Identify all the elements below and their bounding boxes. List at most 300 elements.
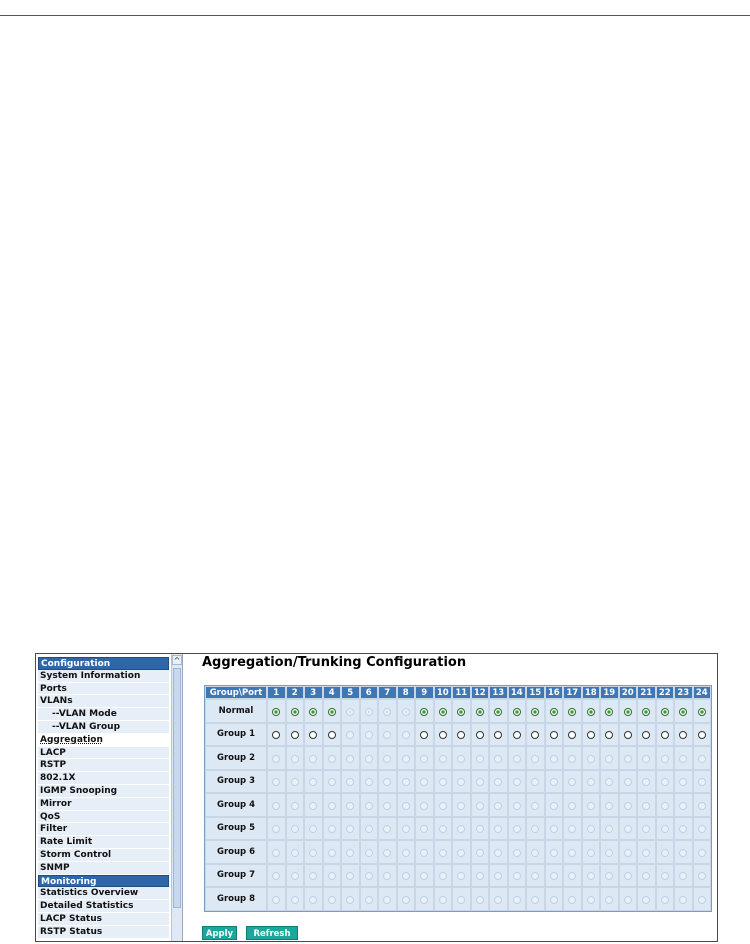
table-cell [434, 793, 453, 817]
radio-button-icon[interactable] [679, 731, 687, 739]
table-cell [452, 817, 471, 841]
sidebar-item-lacp[interactable]: LACP [38, 747, 169, 760]
table-cell [323, 817, 342, 841]
corner-header: Group\Port [205, 686, 267, 699]
table-cell [674, 864, 693, 888]
radio-button-icon [328, 872, 336, 880]
port-header-13: 13 [489, 686, 508, 699]
table-cell [304, 840, 323, 864]
radio-button-icon [605, 872, 613, 880]
table-cell [563, 723, 582, 747]
radio-button-icon[interactable] [642, 708, 650, 716]
table-cell [397, 723, 416, 747]
table-cell [656, 770, 675, 794]
radio-button-icon[interactable] [309, 708, 317, 716]
sidebar-item-vlan-group[interactable]: --VLAN Group [38, 721, 169, 734]
table-cell [600, 887, 619, 911]
table-cell [286, 864, 305, 888]
sidebar-item-filter[interactable]: Filter [38, 823, 169, 836]
row-label: Normal [205, 699, 267, 723]
table-cell [489, 699, 508, 723]
radio-button-icon [291, 825, 299, 833]
radio-button-icon [698, 755, 706, 763]
radio-button-icon [605, 755, 613, 763]
port-header-18: 18 [582, 686, 601, 699]
radio-button-icon[interactable] [439, 731, 447, 739]
port-header-15: 15 [526, 686, 545, 699]
table-cell [508, 887, 527, 911]
radio-button-icon [309, 872, 317, 880]
radio-button-icon [679, 896, 687, 904]
table-cell [304, 793, 323, 817]
radio-button-icon[interactable] [587, 731, 595, 739]
sidebar-item-802-1x[interactable]: 802.1X [38, 772, 169, 785]
radio-button-icon [309, 849, 317, 857]
table-cell [656, 864, 675, 888]
radio-button-icon [513, 755, 521, 763]
radio-button-icon [587, 802, 595, 810]
radio-button-icon[interactable] [420, 708, 428, 716]
table-cell [545, 770, 564, 794]
radio-button-icon [346, 755, 354, 763]
radio-button-icon [420, 825, 428, 833]
radio-button-icon [457, 755, 465, 763]
table-cell [471, 723, 490, 747]
radio-button-icon [309, 896, 317, 904]
table-row [205, 746, 711, 770]
table-cell [415, 699, 434, 723]
radio-button-icon [383, 825, 391, 833]
table-cell [471, 699, 490, 723]
table-cell [563, 864, 582, 888]
radio-button-icon [642, 825, 650, 833]
radio-button-icon [513, 896, 521, 904]
radio-button-icon [568, 896, 576, 904]
sidebar-item-rate-limit[interactable]: Rate Limit [38, 836, 169, 849]
table-cell [286, 699, 305, 723]
radio-button-icon [439, 778, 447, 786]
radio-button-icon [624, 802, 632, 810]
table-cell [508, 699, 527, 723]
table-cell [341, 793, 360, 817]
radio-button-icon [531, 755, 539, 763]
table-cell [693, 723, 712, 747]
radio-button-icon [457, 896, 465, 904]
table-cell [582, 746, 601, 770]
radio-button-icon [291, 849, 299, 857]
radio-button-icon[interactable] [513, 708, 521, 716]
port-header-4: 4 [323, 686, 342, 699]
table-row [205, 723, 711, 747]
table-cell [637, 770, 656, 794]
table-cell [434, 699, 453, 723]
port-header-23: 23 [674, 686, 693, 699]
table-cell [693, 887, 712, 911]
radio-button-icon [624, 755, 632, 763]
sidebar-item-igmp-snooping[interactable]: IGMP Snooping [38, 785, 169, 798]
apply-button[interactable]: Apply [202, 926, 237, 940]
table-cell [471, 746, 490, 770]
radio-button-icon [291, 755, 299, 763]
sidebar-section-monitoring: Monitoring [38, 875, 169, 888]
radio-button-icon[interactable] [661, 708, 669, 716]
radio-button-icon[interactable] [494, 731, 502, 739]
radio-button-icon [272, 802, 280, 810]
radio-button-icon[interactable] [272, 708, 280, 716]
radio-button-icon [605, 778, 613, 786]
sidebar-item-system-information[interactable]: System Information [38, 670, 169, 683]
radio-button-icon [624, 849, 632, 857]
radio-button-icon [605, 896, 613, 904]
table-cell [582, 840, 601, 864]
table-cell [267, 887, 286, 911]
table-cell [526, 746, 545, 770]
sidebar-item-storm-control[interactable]: Storm Control [38, 849, 169, 862]
table-cell [637, 864, 656, 888]
radio-button-icon[interactable] [531, 708, 539, 716]
table-cell [378, 817, 397, 841]
table-cell [341, 770, 360, 794]
table-cell [545, 723, 564, 747]
table-cell [378, 699, 397, 723]
table-cell [452, 770, 471, 794]
radio-button-icon[interactable] [550, 708, 558, 716]
table-cell [397, 840, 416, 864]
radio-button-icon [365, 849, 373, 857]
radio-button-icon[interactable] [476, 708, 484, 716]
table-cell [360, 723, 379, 747]
table-cell [526, 770, 545, 794]
radio-button-icon [365, 778, 373, 786]
table-cell [619, 746, 638, 770]
radio-button-icon[interactable] [531, 731, 539, 739]
radio-button-icon[interactable] [568, 731, 576, 739]
port-header-5: 5 [341, 686, 360, 699]
table-cell [563, 887, 582, 911]
radio-button-icon [272, 778, 280, 786]
radio-button-icon [661, 778, 669, 786]
table-cell [489, 817, 508, 841]
radio-button-icon [346, 778, 354, 786]
table-cell [674, 793, 693, 817]
radio-button-icon[interactable] [420, 731, 428, 739]
table-cell [471, 887, 490, 911]
radio-button-icon [494, 802, 502, 810]
main-panel [183, 654, 718, 942]
radio-button-icon[interactable] [291, 708, 299, 716]
radio-button-icon [402, 825, 410, 833]
table-cell [674, 887, 693, 911]
table-cell [397, 793, 416, 817]
radio-button-icon[interactable] [272, 731, 280, 739]
radio-button-icon [272, 849, 280, 857]
radio-button-icon [679, 849, 687, 857]
radio-button-icon [587, 872, 595, 880]
sidebar-item-detailed-statistics[interactable]: Detailed Statistics [38, 900, 169, 913]
sidebar-item-rstp-status[interactable]: RSTP Status [38, 926, 169, 939]
table-cell [360, 887, 379, 911]
radio-button-icon [309, 755, 317, 763]
radio-button-icon[interactable] [328, 708, 336, 716]
radio-button-icon[interactable] [494, 708, 502, 716]
radio-button-icon[interactable] [457, 731, 465, 739]
radio-button-icon [494, 755, 502, 763]
table-row [205, 699, 711, 723]
radio-button-icon[interactable] [457, 708, 465, 716]
table-cell [434, 840, 453, 864]
table-cell [434, 864, 453, 888]
table-cell [545, 840, 564, 864]
port-header-1: 1 [267, 686, 286, 699]
radio-button-icon[interactable] [513, 731, 521, 739]
radio-button-icon [328, 849, 336, 857]
table-cell [397, 699, 416, 723]
radio-button-icon [513, 778, 521, 786]
table-cell [304, 746, 323, 770]
table-cell [434, 887, 453, 911]
table-cell [267, 864, 286, 888]
table-cell [545, 887, 564, 911]
table-cell [415, 840, 434, 864]
radio-button-icon [420, 872, 428, 880]
radio-button-icon [476, 872, 484, 880]
port-header-6: 6 [360, 686, 379, 699]
sidebar-item-aggregation[interactable]: Aggregation [38, 734, 169, 747]
radio-button-icon [624, 778, 632, 786]
table-cell [452, 793, 471, 817]
sidebar-item-qos[interactable]: QoS [38, 811, 169, 824]
table-cell [582, 793, 601, 817]
table-cell [600, 793, 619, 817]
table-cell [267, 817, 286, 841]
radio-button-icon [272, 872, 280, 880]
radio-button-icon[interactable] [624, 708, 632, 716]
table-cell [693, 793, 712, 817]
table-cell [267, 840, 286, 864]
table-cell [323, 723, 342, 747]
table-cell [693, 817, 712, 841]
table-cell [323, 746, 342, 770]
table-cell [323, 699, 342, 723]
radio-button-icon[interactable] [328, 731, 336, 739]
radio-button-icon [698, 872, 706, 880]
radio-button-icon [642, 849, 650, 857]
table-cell [582, 699, 601, 723]
radio-button-icon [309, 825, 317, 833]
radio-button-icon [328, 825, 336, 833]
radio-button-icon [698, 849, 706, 857]
radio-button-icon [513, 802, 521, 810]
radio-button-icon[interactable] [568, 708, 576, 716]
table-cell [526, 864, 545, 888]
table-row [205, 817, 711, 841]
table-cell [637, 793, 656, 817]
radio-button-icon [587, 755, 595, 763]
radio-button-icon [550, 778, 558, 786]
table-cell [600, 770, 619, 794]
radio-button-icon [365, 802, 373, 810]
sidebar-item-mirror[interactable]: Mirror [38, 798, 169, 811]
table-cell [693, 864, 712, 888]
radio-button-icon [513, 849, 521, 857]
row-label: Group 1 [205, 723, 267, 747]
table-cell [508, 793, 527, 817]
row-label: Group 8 [205, 887, 267, 911]
port-header-7: 7 [378, 686, 397, 699]
table-cell [489, 840, 508, 864]
row-label: Group 7 [205, 864, 267, 888]
table-cell [545, 864, 564, 888]
table-cell [600, 723, 619, 747]
sidebar-item-vlans[interactable]: VLANs [38, 695, 169, 708]
sidebar-item-snmp[interactable]: SNMP [38, 862, 169, 875]
radio-button-icon [383, 778, 391, 786]
radio-button-icon [587, 778, 595, 786]
radio-button-icon[interactable] [439, 708, 447, 716]
table-cell [656, 817, 675, 841]
radio-button-icon [383, 849, 391, 857]
table-cell [397, 887, 416, 911]
table-cell [693, 840, 712, 864]
radio-button-icon [661, 825, 669, 833]
radio-button-icon [365, 755, 373, 763]
radio-button-icon[interactable] [679, 708, 687, 716]
table-cell [600, 699, 619, 723]
table-cell [619, 699, 638, 723]
table-cell [415, 770, 434, 794]
sidebar-item-vlan-mode[interactable]: --VLAN Mode [38, 708, 169, 721]
table-cell [582, 887, 601, 911]
table-cell [341, 699, 360, 723]
aggregation-table [204, 685, 712, 912]
table-cell [360, 864, 379, 888]
radio-button-icon [365, 731, 373, 739]
table-cell [452, 723, 471, 747]
radio-button-icon [439, 755, 447, 763]
radio-button-icon[interactable] [309, 731, 317, 739]
row-label: Group 3 [205, 770, 267, 794]
row-label: Group 4 [205, 793, 267, 817]
table-cell [267, 746, 286, 770]
radio-button-icon [328, 755, 336, 763]
radio-button-icon [457, 825, 465, 833]
port-header-10: 10 [434, 686, 453, 699]
table-cell [637, 887, 656, 911]
sidebar-item-lacp-status[interactable]: LACP Status [38, 913, 169, 926]
table-row [205, 793, 711, 817]
radio-button-icon[interactable] [291, 731, 299, 739]
radio-button-icon[interactable] [605, 708, 613, 716]
table-cell [508, 864, 527, 888]
table-cell [304, 770, 323, 794]
radio-button-icon[interactable] [698, 731, 706, 739]
table-cell [563, 840, 582, 864]
table-cell [341, 864, 360, 888]
table-cell [489, 793, 508, 817]
table-cell [323, 770, 342, 794]
radio-button-icon[interactable] [642, 731, 650, 739]
radio-button-icon [383, 731, 391, 739]
radio-button-icon [605, 849, 613, 857]
radio-button-icon [698, 896, 706, 904]
radio-button-icon [550, 872, 558, 880]
table-cell [341, 887, 360, 911]
radio-button-icon[interactable] [661, 731, 669, 739]
radio-button-icon [642, 872, 650, 880]
table-cell [378, 887, 397, 911]
table-cell [452, 840, 471, 864]
table-cell [674, 840, 693, 864]
radio-button-icon [661, 896, 669, 904]
radio-button-icon [365, 872, 373, 880]
table-cell [508, 746, 527, 770]
table-cell [600, 840, 619, 864]
table-cell [304, 887, 323, 911]
table-row [205, 887, 711, 911]
radio-button-icon [476, 778, 484, 786]
page-title: Aggregation/Trunking Configuration [202, 655, 467, 670]
sidebar-item-statistics-overview[interactable]: Statistics Overview [38, 887, 169, 900]
radio-button-icon [346, 825, 354, 833]
port-header-14: 14 [508, 686, 527, 699]
table-cell [341, 746, 360, 770]
table-cell [434, 723, 453, 747]
radio-button-icon[interactable] [587, 708, 595, 716]
radio-button-icon[interactable] [550, 731, 558, 739]
radio-button-icon [309, 802, 317, 810]
scrollbar-thumb[interactable] [173, 668, 181, 908]
table-cell [304, 864, 323, 888]
radio-button-icon [291, 872, 299, 880]
table-body [205, 699, 711, 911]
radio-button-icon[interactable] [698, 708, 706, 716]
table-cell [323, 887, 342, 911]
radio-button-icon [402, 755, 410, 763]
sidebar-item-rstp[interactable]: RSTP [38, 759, 169, 772]
table-cell [637, 723, 656, 747]
radio-button-icon[interactable] [605, 731, 613, 739]
table-cell [267, 699, 286, 723]
port-header-17: 17 [563, 686, 582, 699]
radio-button-icon [513, 825, 521, 833]
sidebar-scrollbar[interactable] [171, 654, 182, 942]
table-cell [471, 770, 490, 794]
radio-button-icon [402, 778, 410, 786]
table-cell [360, 793, 379, 817]
radio-button-icon [494, 825, 502, 833]
radio-button-icon [476, 755, 484, 763]
radio-button-icon [568, 778, 576, 786]
port-header-24: 24 [693, 686, 712, 699]
radio-button-icon [383, 802, 391, 810]
screenshot-frame [35, 653, 718, 942]
table-cell [323, 793, 342, 817]
table-cell [563, 746, 582, 770]
refresh-button[interactable]: Refresh [246, 926, 298, 940]
sidebar-item-ports[interactable]: Ports [38, 683, 169, 696]
radio-button-icon[interactable] [476, 731, 484, 739]
table-cell [656, 840, 675, 864]
table-cell [674, 817, 693, 841]
radio-button-icon [531, 778, 539, 786]
radio-button-icon[interactable] [624, 731, 632, 739]
radio-button-icon [346, 708, 354, 716]
table-cell [619, 887, 638, 911]
table-cell [656, 699, 675, 723]
scroll-up-arrow-icon[interactable]: ^ [173, 656, 181, 665]
table-cell [286, 770, 305, 794]
table-cell [526, 887, 545, 911]
